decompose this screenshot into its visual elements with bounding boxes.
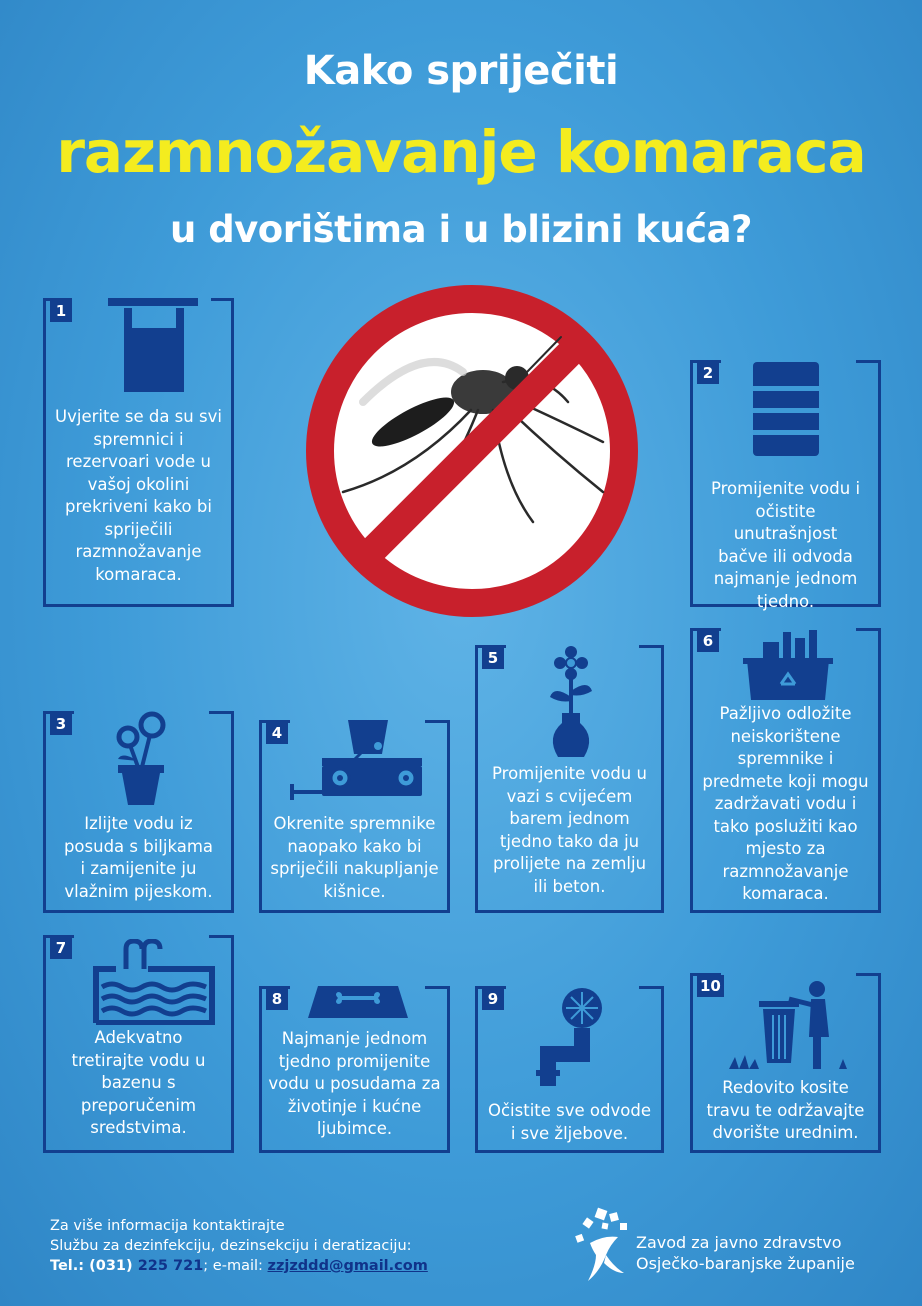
- org-line-2: Osječko-baranjske županije: [636, 1254, 855, 1273]
- footer-contact: [50, 1216, 428, 1276]
- tip-text: Promijenite vodu u vazi s cvijećem barem jednom tjedno tako da ju prolijete na zemlju ili beton.: [492, 764, 647, 896]
- trash-can-icon: [729, 979, 849, 1071]
- tip-number: 2: [697, 362, 719, 384]
- tip-card-4: [259, 720, 450, 913]
- tel-label: Tel.:: [50, 1258, 90, 1274]
- tel-number[interactable]: 225 721: [137, 1258, 204, 1274]
- tip-text: Očistite sve odvode i sve žljebove.: [488, 1101, 651, 1143]
- tip-text: Uvjerite se da su svi spremnici i rezervoari vode u vašoj okolini prekriveni kako bi spriječili razmnožavanje komaraca.: [55, 407, 222, 584]
- title-line-3: u dvorištima i u blizini kuća?: [169, 208, 753, 251]
- tip-card-1: [43, 298, 234, 607]
- tip-text: Izlijte vodu iz posuda s biljkama i zamijenite ju vlažnim pijeskom.: [63, 814, 214, 901]
- organization-logo: [574, 1207, 634, 1287]
- tip-text: Promijenite vodu i očistite unutrašnjost bačve ili odvoda najmanje jednom tjedno.: [710, 479, 861, 611]
- org-line-1: Zavod za javno zdravstvo: [636, 1233, 842, 1252]
- title-line-2: razmnožavanje komaraca: [56, 118, 866, 186]
- tip-card-3: [43, 711, 234, 913]
- email-link[interactable]: zzjzddd@gmail.com: [267, 1258, 428, 1274]
- tip-number: 1: [50, 300, 72, 322]
- tel-area: (031): [89, 1258, 138, 1274]
- recycle-bin-icon: [743, 628, 833, 702]
- potted-plant-icon: [108, 711, 174, 807]
- tip-number: 5: [482, 647, 504, 669]
- barrel-icon: [751, 360, 821, 456]
- pet-bowl-icon: [308, 986, 408, 1020]
- contact-line-1: Za više informacija kontaktirajte: [50, 1218, 285, 1234]
- flower-vase-icon: [538, 645, 604, 761]
- organization-name: [636, 1232, 855, 1274]
- tip-number: 4: [266, 722, 288, 744]
- email-label: ; e-mail:: [203, 1258, 268, 1274]
- tip-card-6: [690, 628, 881, 913]
- tip-number: 7: [50, 937, 72, 959]
- tip-number: 8: [266, 988, 288, 1010]
- tip-card-8: [259, 986, 450, 1153]
- cart-bucket-icon: [288, 720, 428, 806]
- tip-number: 6: [697, 630, 719, 652]
- tip-text: Pažljivo odložite neiskorištene spremnike i predmete koji mogu zadržavati vodu i tako poslužiti kao mjesto za razmnožavanje komaraca.: [702, 704, 869, 903]
- tip-text: Najmanje jednom tjedno promijenite vodu u posudama za životinje i kućne ljubimce.: [268, 1029, 441, 1138]
- drain-pipe-icon: [528, 986, 608, 1086]
- covered-container-icon: [108, 298, 198, 394]
- contact-line-2: Službu za dezinfekciju, dezinsekciju i deratizaciju:: [50, 1238, 412, 1254]
- tip-text: Adekvatno tretirajte vodu u bazenu s preporučenim sredstvima.: [71, 1028, 206, 1137]
- tip-card-9: [475, 986, 664, 1153]
- tip-number: 3: [50, 713, 72, 735]
- tip-text: Okrenite spremnike naopako kako bi spriječili nakupljanje kišnice.: [270, 814, 439, 901]
- tip-card-10: [690, 973, 881, 1153]
- swimming-pool-icon: [92, 939, 216, 1025]
- tip-card-7: [43, 935, 234, 1153]
- tip-card-5: [475, 645, 664, 913]
- tip-card-2: [690, 360, 881, 611]
- tip-number: 10: [697, 975, 724, 997]
- tip-text: Redovito kosite travu te održavajte dvorište urednim.: [706, 1078, 865, 1142]
- no-mosquito-sign: [303, 282, 641, 620]
- organization-block: [574, 1207, 894, 1287]
- contact-line-3: [50, 1256, 428, 1276]
- tip-number: 9: [482, 988, 504, 1010]
- title-line-1: Kako spriječiti: [303, 48, 619, 94]
